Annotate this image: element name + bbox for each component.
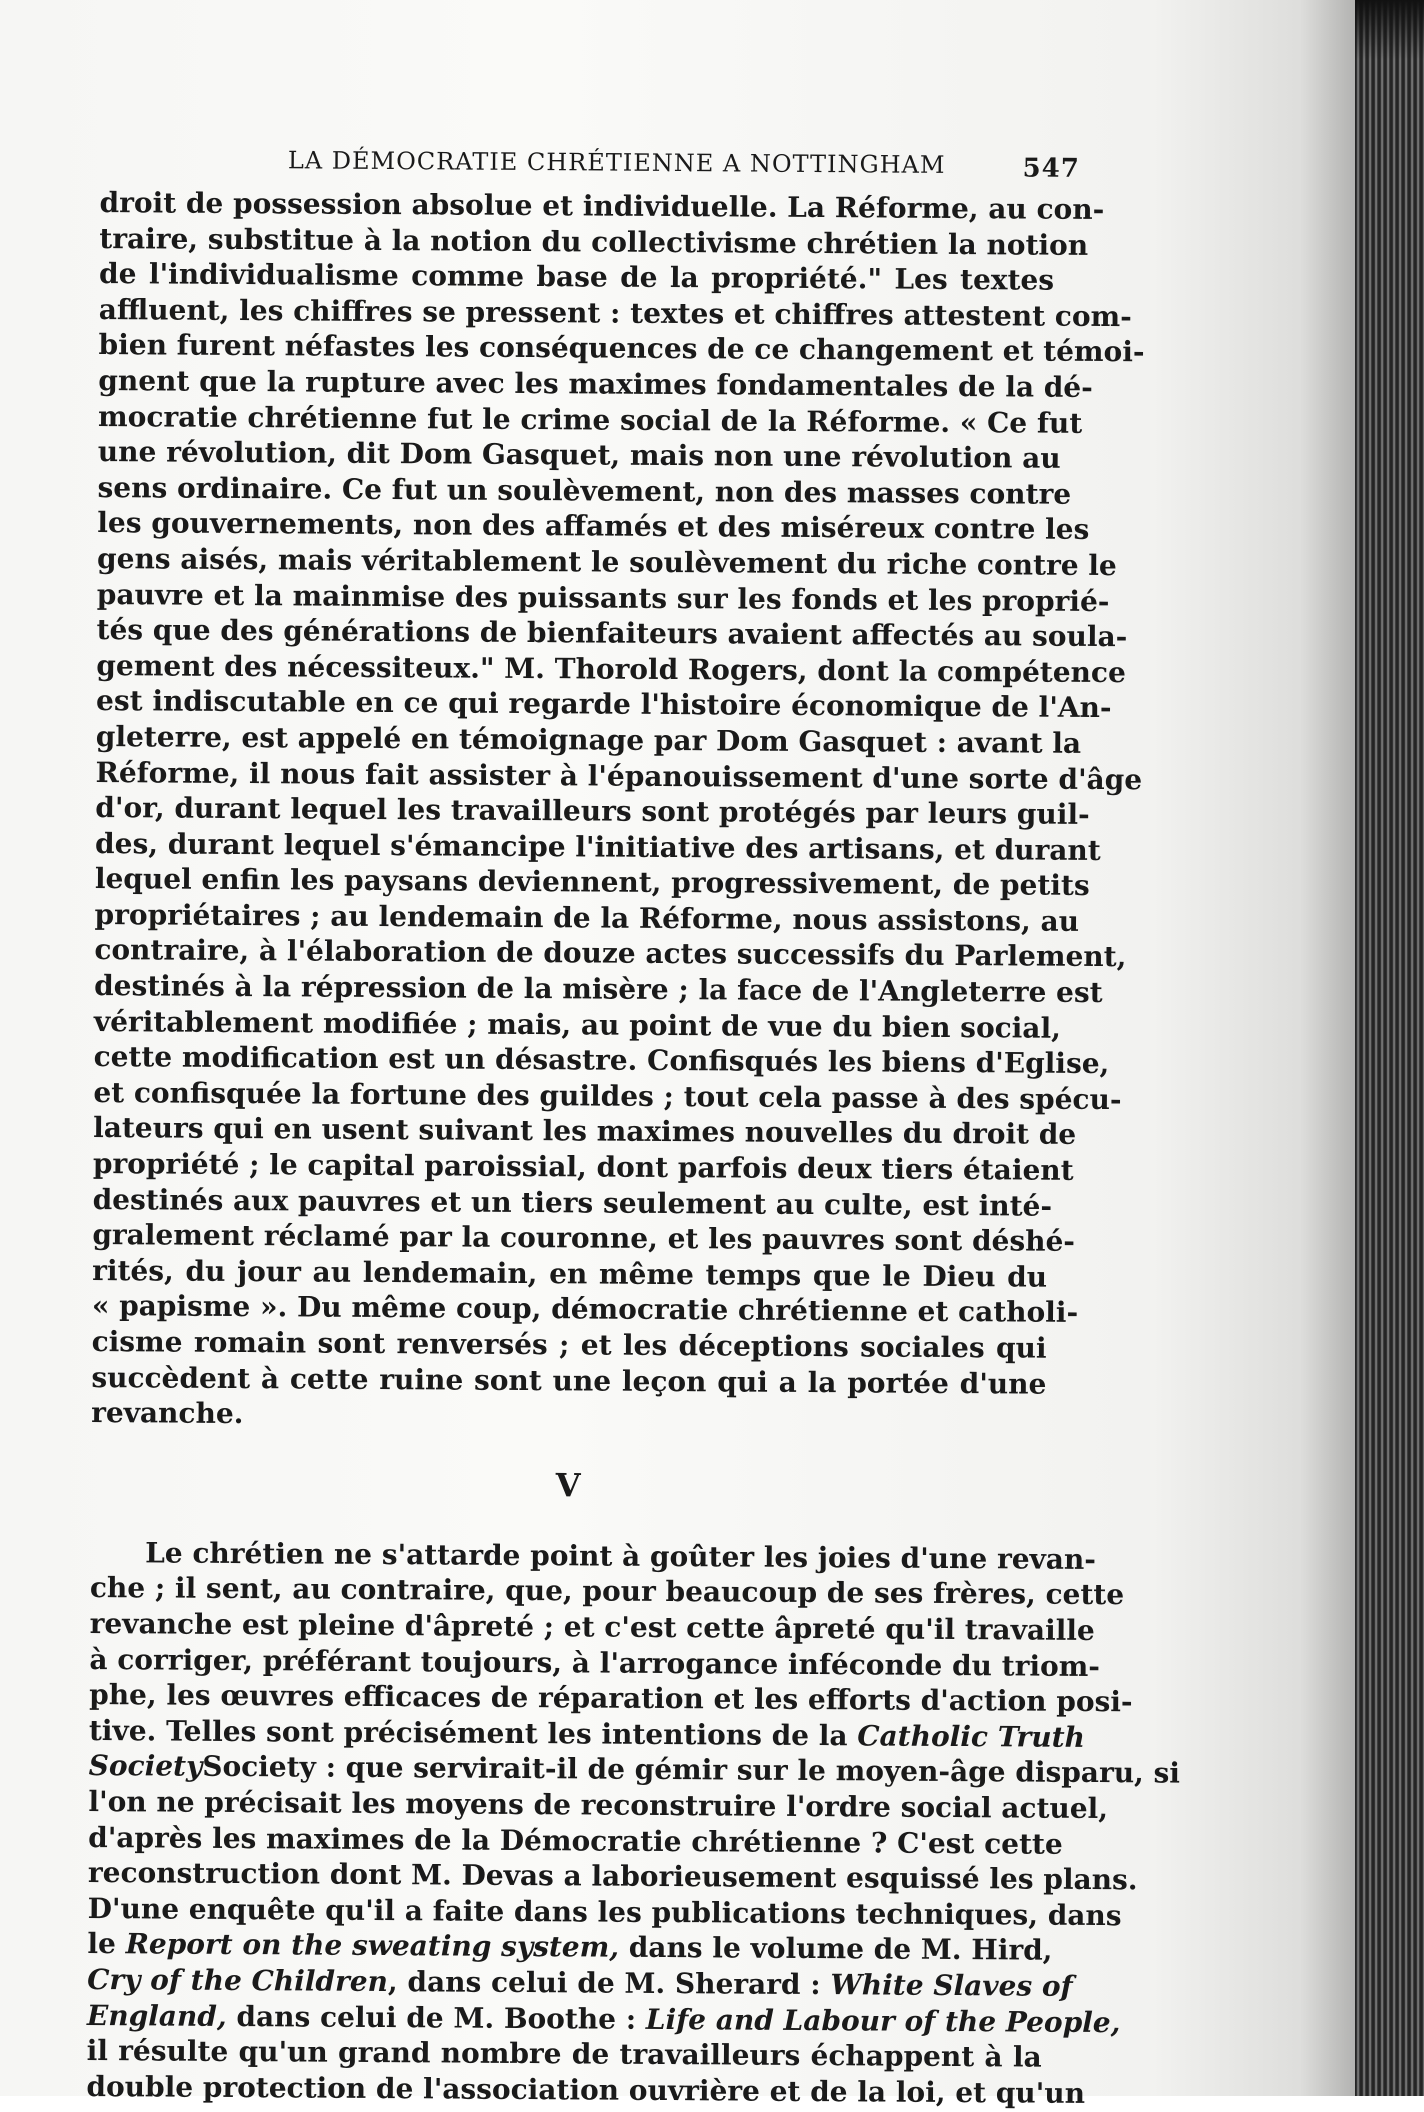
text-line: reconstruction dont M. Devas a laborieusement esquissé les plans. bbox=[87, 1856, 1138, 1897]
italic-title: Catholic Truth bbox=[857, 1719, 1086, 1754]
text-line: les gouvernements, non des affamés et des miséreux contre les bbox=[97, 506, 1090, 547]
text-line: mocratie chrétienne fut le crime social de la Réforme. « Ce fut bbox=[97, 399, 1083, 440]
text-line: droit de possession absolue et individuelle. La Réforme, au con- bbox=[99, 185, 1105, 227]
page-gutter-shadow bbox=[1300, 0, 1360, 2096]
text-line: double protection de l'association ouvrière et de la loi, et qu'un bbox=[86, 2069, 1086, 2110]
section-heading: V bbox=[555, 1465, 581, 1505]
text-line: D'une enquête qu'il a faite dans les publications techniques, dans bbox=[87, 1891, 1122, 1932]
text-line: cette modification est un désastre. Confisqués les biens d'Eglise, bbox=[93, 1040, 1110, 1081]
text-line: est indiscutable en ce qui regarde l'histoire économique de l'An- bbox=[96, 684, 1112, 725]
text-line: destinés à la répression de la misère ; la face de l'Angleterre est bbox=[94, 969, 1103, 1010]
text-line: pauvre et la mainmise des puissants sur les fonds et les proprié- bbox=[96, 577, 1110, 618]
italic-title: White Slaves of bbox=[830, 1968, 1073, 2003]
text-line: il résulte qu'un grand nombre de travailleurs échappent à la bbox=[86, 2034, 1042, 2074]
italic-title: Report on the sweating system, bbox=[125, 1927, 620, 1964]
running-title: LA DÉMOCRATIE CHRÉTIENNE A NOTTINGHAM bbox=[287, 146, 946, 179]
text-line: cisme romain sont renversés ; et les déceptions sociales qui bbox=[91, 1324, 1047, 1365]
text-line: gnent que la rupture avec les maximes fondamentales de la dé- bbox=[98, 363, 1093, 404]
text-line: lequel enfin les paysans deviennent, progressivement, de petits bbox=[94, 862, 1090, 903]
italic-title: Cry of the Children bbox=[87, 1962, 389, 1998]
text-line: une révolution, dit Dom Gasquet, mais non une révolution au bbox=[97, 435, 1061, 475]
text-line: succèdent à cette ruine sont une leçon qui a la portée d'une bbox=[91, 1360, 1047, 1401]
text-segment: dans le volume de M. Hird, bbox=[618, 1930, 1053, 1968]
page-number: 547 bbox=[1022, 153, 1080, 184]
text-line: gement des nécessiteux." M. Thorold Rogers, dont la compétence bbox=[96, 648, 1126, 689]
text-line: gens aisés, mais véritablement le soulèvement du riche contre le bbox=[96, 541, 1117, 583]
text-line: de l'individualisme comme base de la propriété." Les textes bbox=[98, 257, 1055, 297]
book-page-edges bbox=[1355, 0, 1424, 2096]
text-line: gralement réclamé par la couronne, et les pauvres sont déshé- bbox=[92, 1218, 1076, 1259]
text-line: sens ordinaire. Ce fut un soulèvement, non des masses contre bbox=[97, 470, 1072, 511]
running-header bbox=[100, 145, 1080, 192]
text-line: et confisquée la fortune des guildes ; tout cela passe à des spécu- bbox=[93, 1075, 1122, 1116]
text-line: affluent, les chiffres se pressent : textes et chiffres attestent com- bbox=[98, 292, 1132, 333]
text-line: gleterre, est appelé en témoignage par Dom Gasquet : avant la bbox=[95, 719, 1082, 760]
text-segment: Society : que servirait-il de gémir sur le moyen-âge disparu, si bbox=[202, 1750, 1181, 1790]
text-line: lateurs qui en usent suivant les maximes nouvelles du droit de bbox=[93, 1111, 1077, 1152]
text-line: destinés aux pauvres et un tiers seulement au culte, est inté- bbox=[92, 1182, 1053, 1223]
text-line: des, durant lequel s'émancipe l'initiative des artisans, et durant bbox=[95, 826, 1101, 867]
text-line: bien furent néfastes les conséquences de ce changement et témoi- bbox=[98, 328, 1145, 369]
text-line: che ; il sent, au contraire, que, pour beaucoup de ses frères, cette bbox=[89, 1571, 1125, 1612]
text-line: Réforme, il nous fait assister à l'épanouissement d'une sorte d'âge bbox=[95, 755, 1143, 796]
paragraph-1 bbox=[91, 185, 1145, 1437]
text-line: véritablement modifiée ; mais, au point de vue du bien social, bbox=[93, 1004, 1062, 1045]
text-line: revanche. bbox=[91, 1396, 244, 1431]
text-line: revanche est pleine d'âpreté ; et c'est cette âpreté qu'il travaille bbox=[89, 1606, 1095, 1647]
text-segment: tive. Telles sont précisément les intentions de la bbox=[88, 1713, 858, 1753]
text-line: traire, substitue à la notion du collectivisme chrétien la notion bbox=[99, 221, 1089, 262]
text-segment: , dans celui de M. Sherard : bbox=[387, 1964, 831, 2002]
text-line: d'après les maximes de la Démocratie chrétienne ? C'est cette bbox=[88, 1820, 1063, 1861]
book-edges-shadow bbox=[1355, 0, 1424, 60]
text-segment: dans celui de M. Boothe : bbox=[226, 1999, 646, 2036]
text-line: tés que des générations de bienfaiteurs avaient affectés au soula- bbox=[96, 613, 1128, 654]
page-content bbox=[86, 145, 1181, 2111]
text-line: propriété ; le capital paroissial, dont parfois deux tiers étaient bbox=[92, 1147, 1074, 1187]
text-segment: le bbox=[87, 1927, 126, 1961]
italic-title: Society bbox=[88, 1749, 203, 1784]
text-line: rités, du jour au lendemain, en même temps que le Dieu du bbox=[92, 1253, 1048, 1294]
text-line: « papisme ». Du même coup, démocratie chrétienne et catholi- bbox=[91, 1289, 1079, 1330]
paragraph-2 bbox=[86, 1535, 1181, 2111]
text-line: propriétaires ; au lendemain de la Réforme, nous assistons, au bbox=[94, 897, 1080, 938]
text-line: d'or, durant lequel les travailleurs sont protégés par leurs guil- bbox=[95, 791, 1090, 832]
italic-title: Life and Labour of the People, bbox=[645, 2002, 1121, 2039]
text-line: phe, les œuvres efficaces de réparation et les efforts d'action posi- bbox=[89, 1678, 1133, 1719]
text-line: Le chrétien ne s'attarde point à goûter les joies d'une revan- bbox=[145, 1536, 1097, 1576]
text-line bbox=[87, 1962, 1073, 2004]
text-line: contraire, à l'élaboration de douze actes successifs du Parlement, bbox=[94, 933, 1127, 974]
text-line: à corriger, préférant toujours, à l'arrogance inféconde du triom- bbox=[89, 1642, 1101, 1683]
text-line: l'on ne précisait les moyens de reconstruire l'ordre social actuel, bbox=[88, 1784, 1109, 1826]
italic-title: England, bbox=[86, 1998, 227, 2033]
